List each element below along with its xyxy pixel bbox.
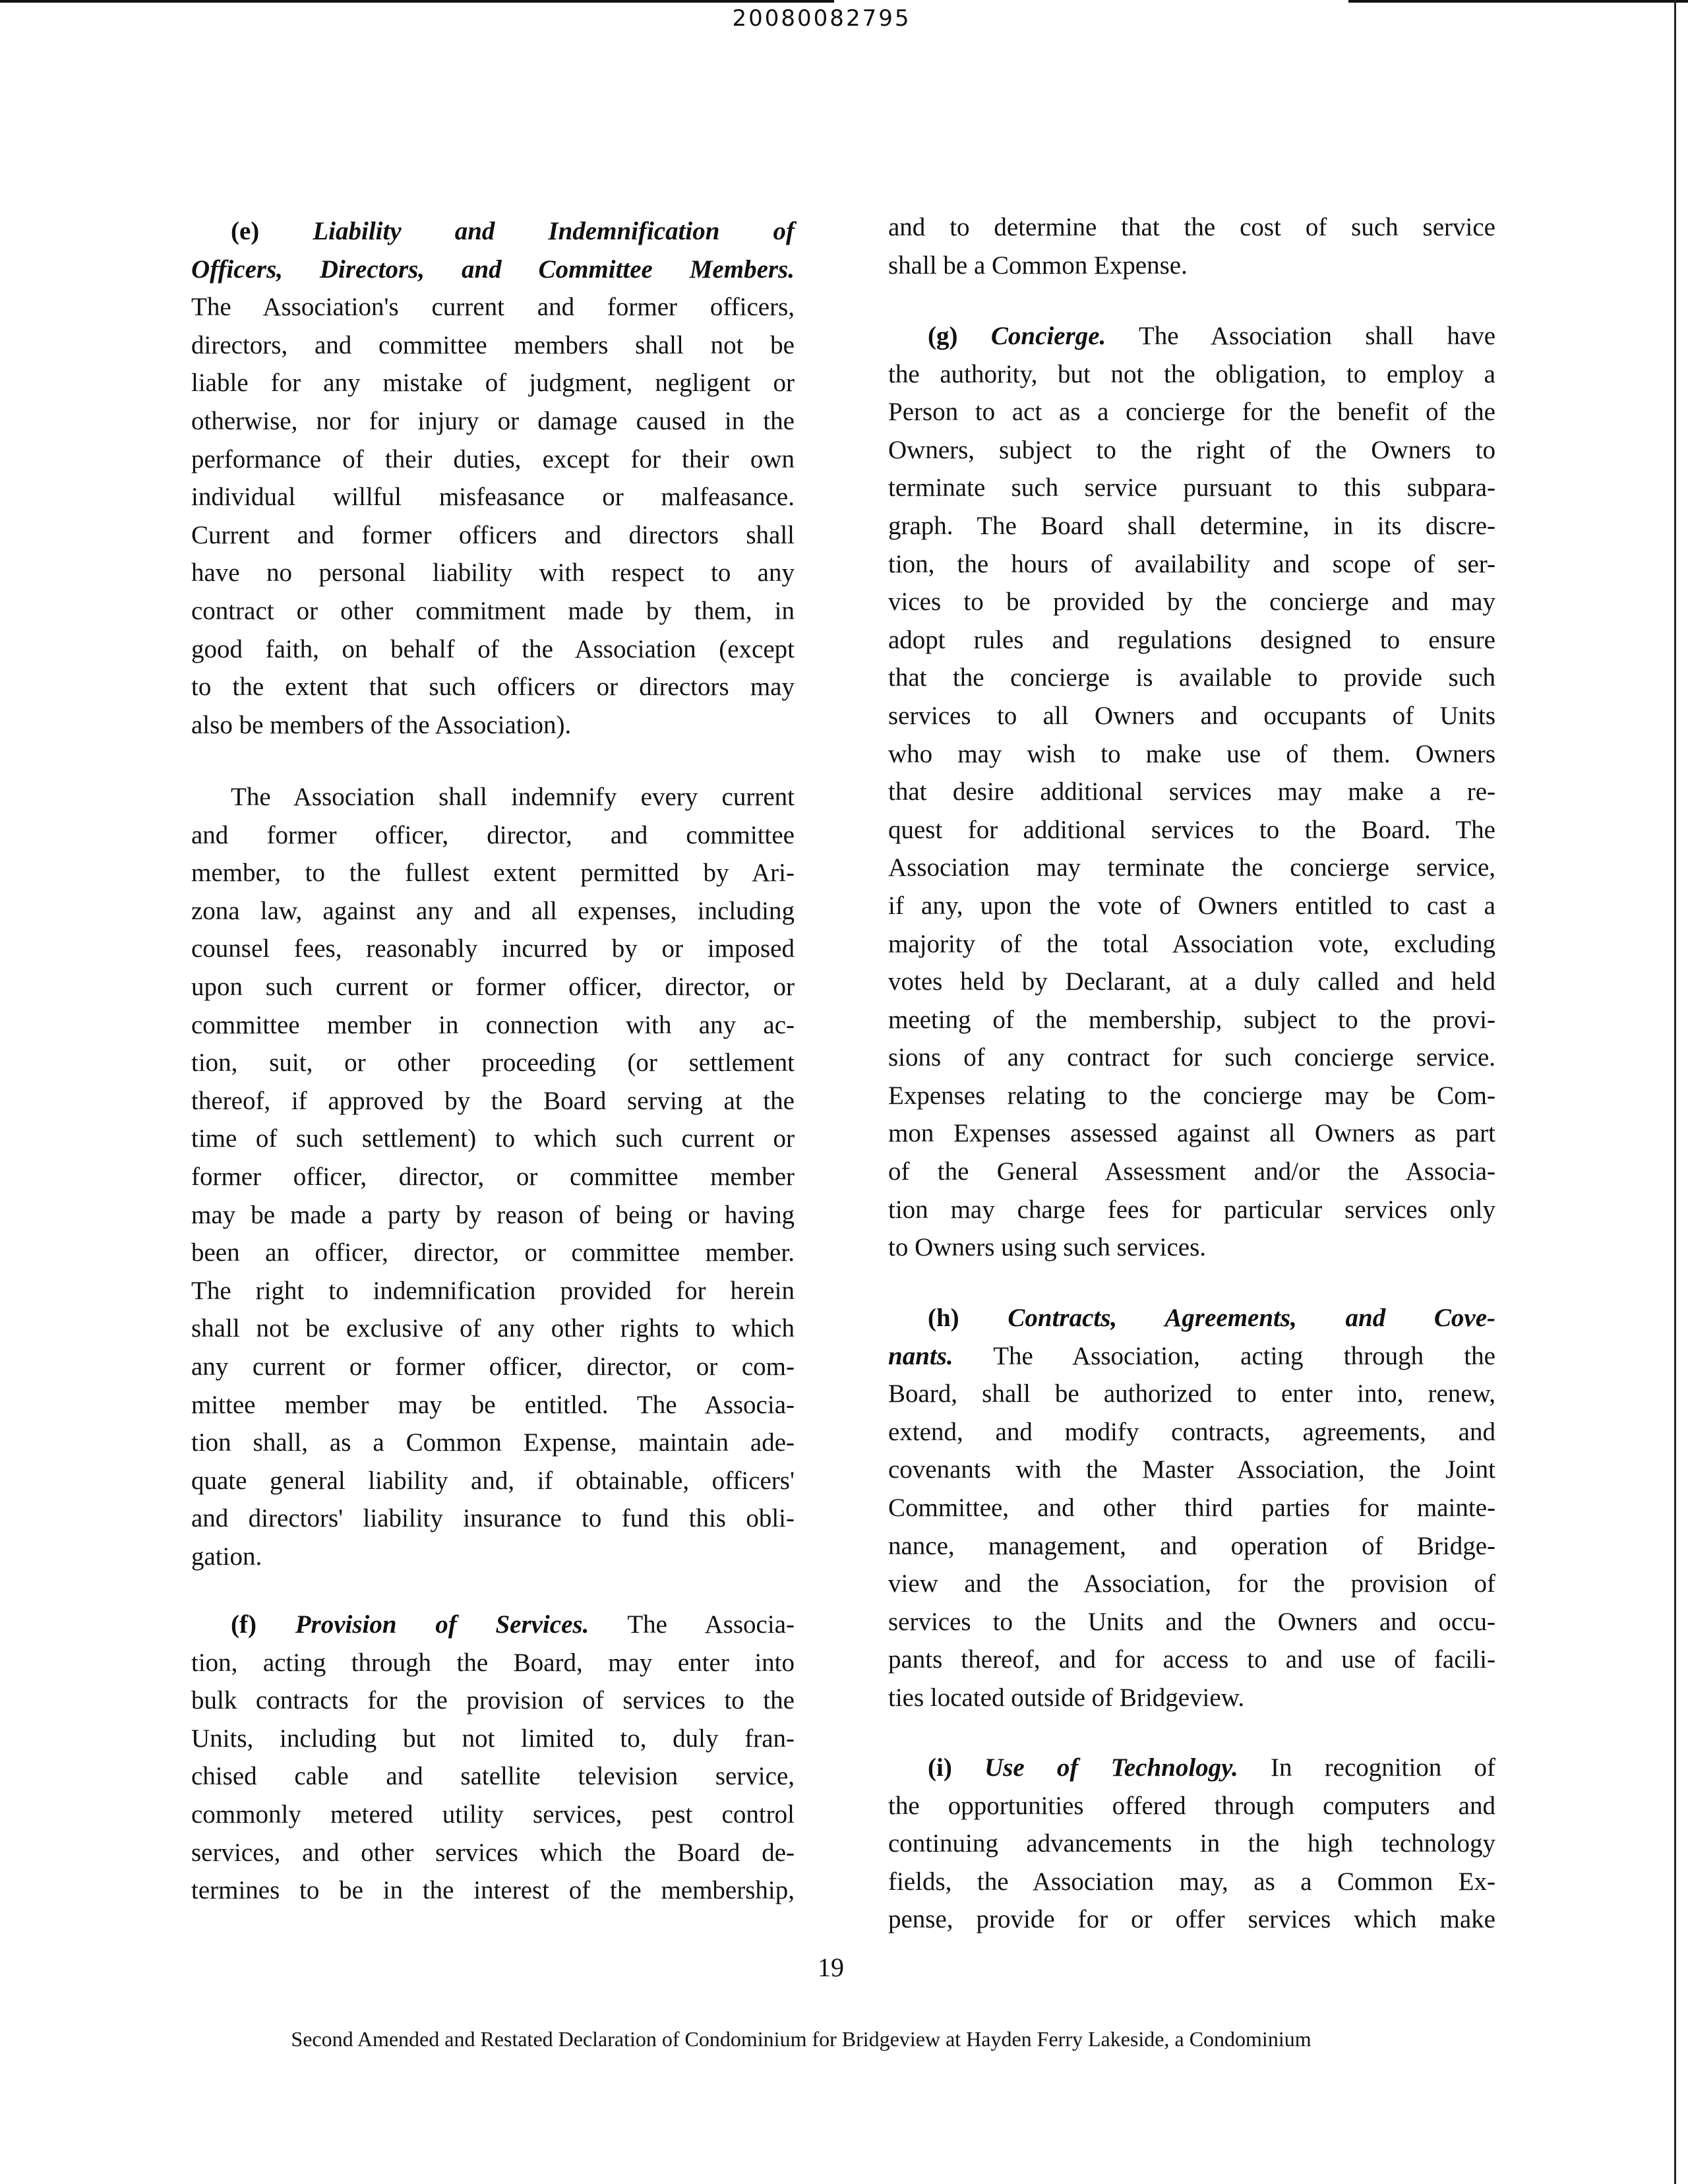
- text-line: [888, 1153, 1495, 1191]
- text-line-content: [191, 1352, 795, 1381]
- text-line-content: [191, 1277, 795, 1305]
- body-text: The Association shall indemnify every current: [231, 783, 795, 811]
- text-line: [191, 778, 795, 816]
- text-line: [191, 1044, 795, 1082]
- text-line: [888, 1679, 1495, 1717]
- body-text: Expenses relating to the concierge may be Com-: [888, 1081, 1495, 1110]
- text-line: [888, 773, 1495, 811]
- body-text: pants thereof, and for access to and use of facili-: [888, 1645, 1495, 1674]
- text-line-content: [191, 1428, 795, 1457]
- text-line-content: [191, 521, 795, 549]
- text-line-content: [191, 1686, 795, 1714]
- text-line: [888, 887, 1495, 925]
- section-heading: Use of Technology.: [984, 1753, 1238, 1782]
- text-line-content: [888, 251, 1188, 280]
- body-text: mittee member may be entitled. The Associa-: [191, 1390, 795, 1419]
- body-text: that desire additional services may make a re-: [888, 777, 1495, 806]
- text-line-content: [888, 1043, 1495, 1072]
- section-heading: Provision of Services.: [295, 1610, 589, 1639]
- body-text: Units, including but not limited to, duly fran-: [191, 1724, 795, 1753]
- text-line-content: [888, 1867, 1495, 1896]
- text-line-content: [191, 331, 795, 359]
- section-label: (g): [928, 322, 958, 350]
- text-line: [191, 554, 795, 592]
- text-line: [191, 1462, 795, 1500]
- text-line: [888, 355, 1495, 394]
- text-line: [888, 469, 1495, 507]
- text-line: [888, 1001, 1495, 1039]
- text-line-content: [191, 445, 795, 473]
- body-text: to Owners using such services.: [888, 1233, 1206, 1262]
- text-line: [191, 1234, 795, 1272]
- body-text: and to determine that the cost of such service: [888, 213, 1495, 241]
- text-line-content: [191, 821, 795, 849]
- text-line-content: [888, 740, 1495, 768]
- text-line-content: [888, 1233, 1206, 1261]
- text-line: [191, 1386, 795, 1424]
- text-line: [191, 930, 795, 968]
- body-text: to the extent that such officers or directors may: [191, 673, 795, 702]
- text-line: [888, 1787, 1495, 1825]
- text-line-content: [191, 293, 795, 321]
- body-text: termines to be in the interest of the membership,: [191, 1876, 795, 1905]
- text-line-content: [928, 1753, 1495, 1782]
- body-text: covenants with the Master Association, the Joint: [888, 1455, 1495, 1484]
- text-line: [888, 1077, 1495, 1115]
- body-text: votes held by Declarant, at a duly called and held: [888, 967, 1495, 996]
- text-line: [191, 1006, 795, 1045]
- text-line-content: [888, 1157, 1495, 1186]
- text-line-content: [191, 673, 795, 701]
- text-line: [191, 364, 795, 402]
- text-line: [888, 247, 1495, 285]
- text-line-content: [191, 369, 795, 397]
- text-line: [888, 1749, 1495, 1787]
- body-text: fields, the Association may, as a Common Ex-: [888, 1867, 1495, 1896]
- text-line-content: [191, 597, 795, 625]
- body-text: tion, suit, or other proceeding (or settlement: [191, 1048, 795, 1077]
- body-text: graph. The Board shall determine, in its discre-: [888, 511, 1495, 540]
- paragraph-e: [191, 212, 795, 744]
- document-number: 20080082795: [732, 5, 911, 32]
- text-line-content: [191, 1800, 795, 1829]
- text-line: [888, 811, 1495, 849]
- text-line: [191, 1158, 795, 1196]
- text-line: [191, 516, 795, 555]
- body-text: have no personal liability with respect to any: [191, 559, 795, 588]
- section-heading: Concierge.: [990, 322, 1106, 350]
- text-line-content: [888, 1494, 1495, 1522]
- body-text: Board, shall be authorized to enter into, renew,: [888, 1380, 1495, 1409]
- text-line: [888, 1039, 1495, 1077]
- body-text: quest for additional services to the Board. The: [888, 815, 1495, 844]
- body-text: sions of any contract for such concierge service.: [888, 1043, 1495, 1072]
- text-line-content: [888, 626, 1495, 654]
- text-line-content: [888, 816, 1495, 844]
- body-text: view and the Association, for the provision of: [888, 1569, 1495, 1598]
- text-line-content: [888, 1380, 1495, 1408]
- text-line-content: [888, 1119, 1495, 1147]
- text-line-content: [191, 1649, 795, 1677]
- text-line: [191, 668, 795, 706]
- body-text: committee member in connection with any ac-: [191, 1010, 795, 1039]
- text-line-content: [191, 1163, 795, 1191]
- text-line: [191, 478, 795, 516]
- text-line: [191, 1757, 795, 1796]
- text-line: [888, 735, 1495, 774]
- text-line: [191, 288, 795, 326]
- text-line: [888, 1565, 1495, 1603]
- body-text: The Association, acting through the: [993, 1341, 1495, 1370]
- text-line: [888, 963, 1495, 1001]
- text-line-content: [191, 1201, 795, 1229]
- body-text: bulk contracts for the provision of services to the: [191, 1686, 795, 1715]
- text-line: [888, 1863, 1495, 1901]
- text-line: [888, 621, 1495, 659]
- text-line: [888, 849, 1495, 887]
- text-line: [191, 1538, 795, 1576]
- text-line-content: [888, 1829, 1495, 1858]
- text-line-content: [888, 1645, 1495, 1674]
- text-line: [191, 1310, 795, 1348]
- body-text: if any, upon the vote of Owners entitled to cast a: [888, 891, 1495, 920]
- body-text: majority of the total Association vote, excluding: [888, 929, 1495, 958]
- text-line: [191, 1720, 795, 1758]
- body-text: commonly metered utility services, pest control: [191, 1800, 795, 1829]
- body-text: ties located outside of Bridgeview.: [888, 1683, 1245, 1712]
- body-text: counsel fees, reasonably incurred by or imposed: [191, 934, 795, 963]
- text-line-content: [191, 1724, 795, 1753]
- text-line-content: [888, 1006, 1495, 1034]
- text-line-content: [928, 1304, 1495, 1332]
- body-text: of the General Assessment and/or the Associa-: [888, 1157, 1495, 1186]
- text-line: [888, 317, 1495, 355]
- page-number: 19: [818, 1953, 844, 1982]
- text-line: [888, 1299, 1495, 1337]
- text-line: [888, 545, 1495, 584]
- text-line-content: [191, 559, 795, 587]
- text-line-content: [888, 930, 1495, 958]
- body-text: The Association shall have: [1138, 322, 1496, 350]
- text-line-content: [888, 1792, 1495, 1820]
- body-text: The right to indemnification provided for herein: [191, 1276, 795, 1305]
- text-line: [191, 968, 795, 1006]
- body-text: tion may charge fees for particular services only: [888, 1195, 1495, 1224]
- body-text: services, and other services which the Board de-: [191, 1838, 795, 1867]
- text-line-content: [888, 1455, 1495, 1484]
- text-line: [191, 1871, 795, 1910]
- text-line-content: [888, 1532, 1495, 1560]
- text-line: [191, 1196, 795, 1234]
- body-text: vices to be provided by the concierge and may: [888, 588, 1495, 617]
- section-label: (f): [231, 1610, 256, 1639]
- text-line-content: [888, 512, 1495, 540]
- text-line-content: [191, 1048, 795, 1077]
- body-text: and former officer, director, and committee: [191, 820, 795, 849]
- text-line: [888, 208, 1495, 247]
- text-line: [191, 854, 795, 892]
- section-label: (h): [928, 1304, 959, 1332]
- text-line-content: [888, 892, 1495, 920]
- text-line-content: [888, 663, 1495, 692]
- text-line-content: [888, 967, 1495, 996]
- paragraph-h: [888, 1299, 1495, 1717]
- body-text: adopt rules and regulations designed to ensure: [888, 625, 1495, 654]
- body-text: services to all Owners and occupants of Units: [888, 701, 1495, 730]
- text-line: [888, 1527, 1495, 1565]
- body-text: the opportunities offered through computers and: [888, 1791, 1495, 1820]
- text-line-content: [191, 1087, 795, 1115]
- text-line-content: [191, 973, 795, 1001]
- body-text: terminate such service pursuant to this subpara-: [888, 473, 1495, 502]
- text-line-content: [191, 1391, 795, 1419]
- text-line: [888, 1451, 1495, 1489]
- text-line-content: [191, 407, 795, 435]
- text-line: [888, 1603, 1495, 1641]
- text-line: [191, 1834, 795, 1872]
- body-text: Committee, and other third parties for mainte-: [888, 1493, 1495, 1522]
- text-line-content: [191, 1876, 795, 1904]
- text-line-content: [888, 1081, 1495, 1110]
- paragraph-i: [888, 1749, 1495, 1939]
- text-line-content: [888, 1569, 1495, 1598]
- body-text: contract or other commitment made by them, in: [191, 596, 795, 625]
- text-line-content: [231, 1610, 795, 1639]
- body-text: In recognition of: [1271, 1753, 1496, 1782]
- body-text: pense, provide for or offer services which make: [888, 1905, 1495, 1934]
- body-text: tion, the hours of availability and scope of ser-: [888, 549, 1495, 578]
- text-line: [191, 212, 795, 251]
- text-line-content: [888, 473, 1495, 502]
- text-line-content: [888, 436, 1495, 464]
- text-line-content: [888, 777, 1495, 806]
- text-line: [191, 630, 795, 669]
- body-text: extend, and modify contracts, agreements, and: [888, 1417, 1495, 1446]
- text-line: [191, 706, 795, 744]
- text-line: [888, 1641, 1495, 1679]
- text-line-content: [888, 588, 1495, 616]
- text-line-content: [888, 550, 1495, 578]
- text-line: [191, 1644, 795, 1682]
- text-line: [888, 925, 1495, 963]
- text-line: [191, 816, 795, 855]
- body-text: The Association's current and former officers,: [191, 293, 795, 322]
- text-line: [191, 1500, 795, 1538]
- text-line-content: [191, 1467, 795, 1495]
- body-text: that the concierge is available to provide such: [888, 663, 1495, 692]
- text-line: [888, 697, 1495, 735]
- text-line: [191, 1082, 795, 1120]
- text-line-content: [231, 217, 795, 245]
- text-line: [191, 1120, 795, 1158]
- body-text: performance of their duties, except for their own: [191, 444, 795, 473]
- text-line-content: [888, 702, 1495, 730]
- text-line: [191, 1348, 795, 1386]
- text-line-content: [888, 360, 1495, 388]
- body-text: directors, and committee members shall not be: [191, 330, 795, 359]
- section-label: (e): [231, 217, 260, 245]
- text-line: [191, 592, 795, 630]
- text-line: [888, 1489, 1495, 1527]
- text-line-content: [191, 1504, 795, 1532]
- body-text: Current and former officers and directors shall: [191, 520, 795, 549]
- body-text: any current or former officer, director, or com-: [191, 1352, 795, 1381]
- text-line-content: [191, 934, 795, 963]
- body-text: who may wish to make use of them. Owners: [888, 739, 1495, 768]
- text-line: [191, 1796, 795, 1834]
- body-text: liable for any mistake of judgment, negligent or: [191, 369, 795, 398]
- body-text: gation.: [191, 1542, 262, 1571]
- body-text: zona law, against any and all expenses, including: [191, 896, 795, 925]
- text-line-content: [191, 1238, 795, 1267]
- text-line-content: [888, 1608, 1495, 1636]
- text-line: [888, 431, 1495, 470]
- text-line: [888, 659, 1495, 697]
- body-text: mon Expenses assessed against all Owners as part: [888, 1119, 1495, 1148]
- body-text: shall not be exclusive of any other rights to which: [191, 1314, 795, 1343]
- paragraph-g: [888, 317, 1495, 1267]
- body-text: Person to act as a concierge for the benefit of the: [888, 398, 1495, 427]
- text-line: [191, 1424, 795, 1462]
- body-text: otherwise, nor for injury or damage caused in the: [191, 406, 795, 435]
- body-text: continuing advancements in the high technology: [888, 1829, 1495, 1858]
- text-line: [191, 1272, 795, 1310]
- text-line: [191, 251, 795, 289]
- body-text: good faith, on behalf of the Association (except: [191, 634, 795, 663]
- text-line: [888, 583, 1495, 621]
- page-footer: Second Amended and Restated Declaration of Condominium for Bridgeview at Hayden Ferry Lakeside, a Condominium: [291, 2027, 1311, 2051]
- text-line-content: [888, 1905, 1495, 1933]
- text-line-content: [191, 859, 795, 887]
- body-text: Owners, subject to the right of the Owners to: [888, 435, 1495, 464]
- section-heading: Contracts, Agreements, and Cove-: [1008, 1304, 1496, 1332]
- body-text: member, to the fullest extent permitted by Ari-: [191, 859, 795, 888]
- body-text: tion, acting through the Board, may enter into: [191, 1648, 795, 1677]
- text-line-content: [888, 1418, 1495, 1446]
- text-line: [888, 1900, 1495, 1939]
- section-heading: nants.: [888, 1341, 953, 1370]
- body-text: meeting of the membership, subject to the provi-: [888, 1005, 1495, 1034]
- text-line: [191, 440, 795, 479]
- body-text: Association may terminate the concierge service,: [888, 853, 1495, 882]
- text-line: [888, 1228, 1495, 1267]
- body-text: may be made a party by reason of being or having: [191, 1200, 795, 1229]
- body-text: upon such current or former officer, director, or: [191, 972, 795, 1001]
- text-line-content: [191, 1762, 795, 1790]
- text-line-content: [191, 1124, 795, 1153]
- body-text: shall be a Common Expense.: [888, 251, 1188, 280]
- text-line-content: [888, 1196, 1495, 1224]
- body-text: former officer, director, or committee member: [191, 1162, 795, 1191]
- text-line-content: [888, 213, 1495, 241]
- text-line-content: [191, 1314, 795, 1343]
- paragraph-f: [191, 1606, 795, 1910]
- body-text: tion shall, as a Common Expense, maintain ade-: [191, 1428, 795, 1457]
- text-line-content: [888, 398, 1495, 426]
- body-text: The Associa-: [627, 1610, 795, 1639]
- text-line: [888, 1413, 1495, 1451]
- body-text: time of such settlement) to which such current or: [191, 1124, 795, 1153]
- text-line-content: [191, 711, 571, 739]
- text-line-content: [191, 1011, 795, 1039]
- scan-edge-line-left: [0, 0, 834, 3]
- scan-edge-line-right: [1348, 0, 1688, 3]
- text-line-content: [231, 783, 795, 811]
- text-line: [191, 1682, 795, 1720]
- text-line: [191, 1606, 795, 1644]
- text-line-content: [191, 635, 795, 663]
- paragraph-f-cont: [888, 208, 1495, 284]
- text-line: [888, 1825, 1495, 1863]
- text-line-content: [888, 1684, 1244, 1712]
- paragraph-e2: [191, 778, 795, 1575]
- text-line: [888, 1375, 1495, 1413]
- text-line: [888, 507, 1495, 545]
- text-line: [888, 1114, 1495, 1153]
- scan-edge-line-vertical: [1674, 0, 1676, 2184]
- body-text: and directors' liability insurance to fund this obli-: [191, 1504, 795, 1533]
- text-line: [191, 402, 795, 440]
- text-line-content: [191, 255, 795, 284]
- body-text: individual willful misfeasance or malfeasance.: [191, 483, 795, 512]
- body-text: also be members of the Association).: [191, 710, 572, 739]
- body-text: nance, management, and operation of Bridge-: [888, 1531, 1495, 1560]
- text-line: [191, 892, 795, 930]
- text-line-content: [888, 1342, 1495, 1370]
- text-line: [191, 326, 795, 365]
- body-text: been an officer, director, or committee member.: [191, 1238, 795, 1267]
- body-text: the authority, but not the obligation, to employ a: [888, 359, 1495, 388]
- section-label: (i): [928, 1753, 952, 1782]
- text-line: [888, 1191, 1495, 1229]
- text-line-content: [191, 1542, 262, 1571]
- text-line: [888, 393, 1495, 431]
- body-text: quate general liability and, if obtainable, officers': [191, 1466, 795, 1495]
- text-line-content: [191, 897, 795, 925]
- section-heading: Liability and Indemnification of: [313, 217, 795, 245]
- body-text: chised cable and satellite television service,: [191, 1762, 795, 1791]
- section-heading: Officers, Directors, and Committee Members.: [191, 255, 795, 284]
- text-line-content: [928, 322, 1495, 350]
- body-text: thereof, if approved by the Board serving at the: [191, 1086, 795, 1115]
- body-text: services to the Units and the Owners and occu-: [888, 1607, 1495, 1636]
- text-line: [888, 1337, 1495, 1376]
- text-line-content: [191, 483, 795, 511]
- text-line-content: [888, 853, 1495, 882]
- text-line-content: [191, 1838, 795, 1867]
